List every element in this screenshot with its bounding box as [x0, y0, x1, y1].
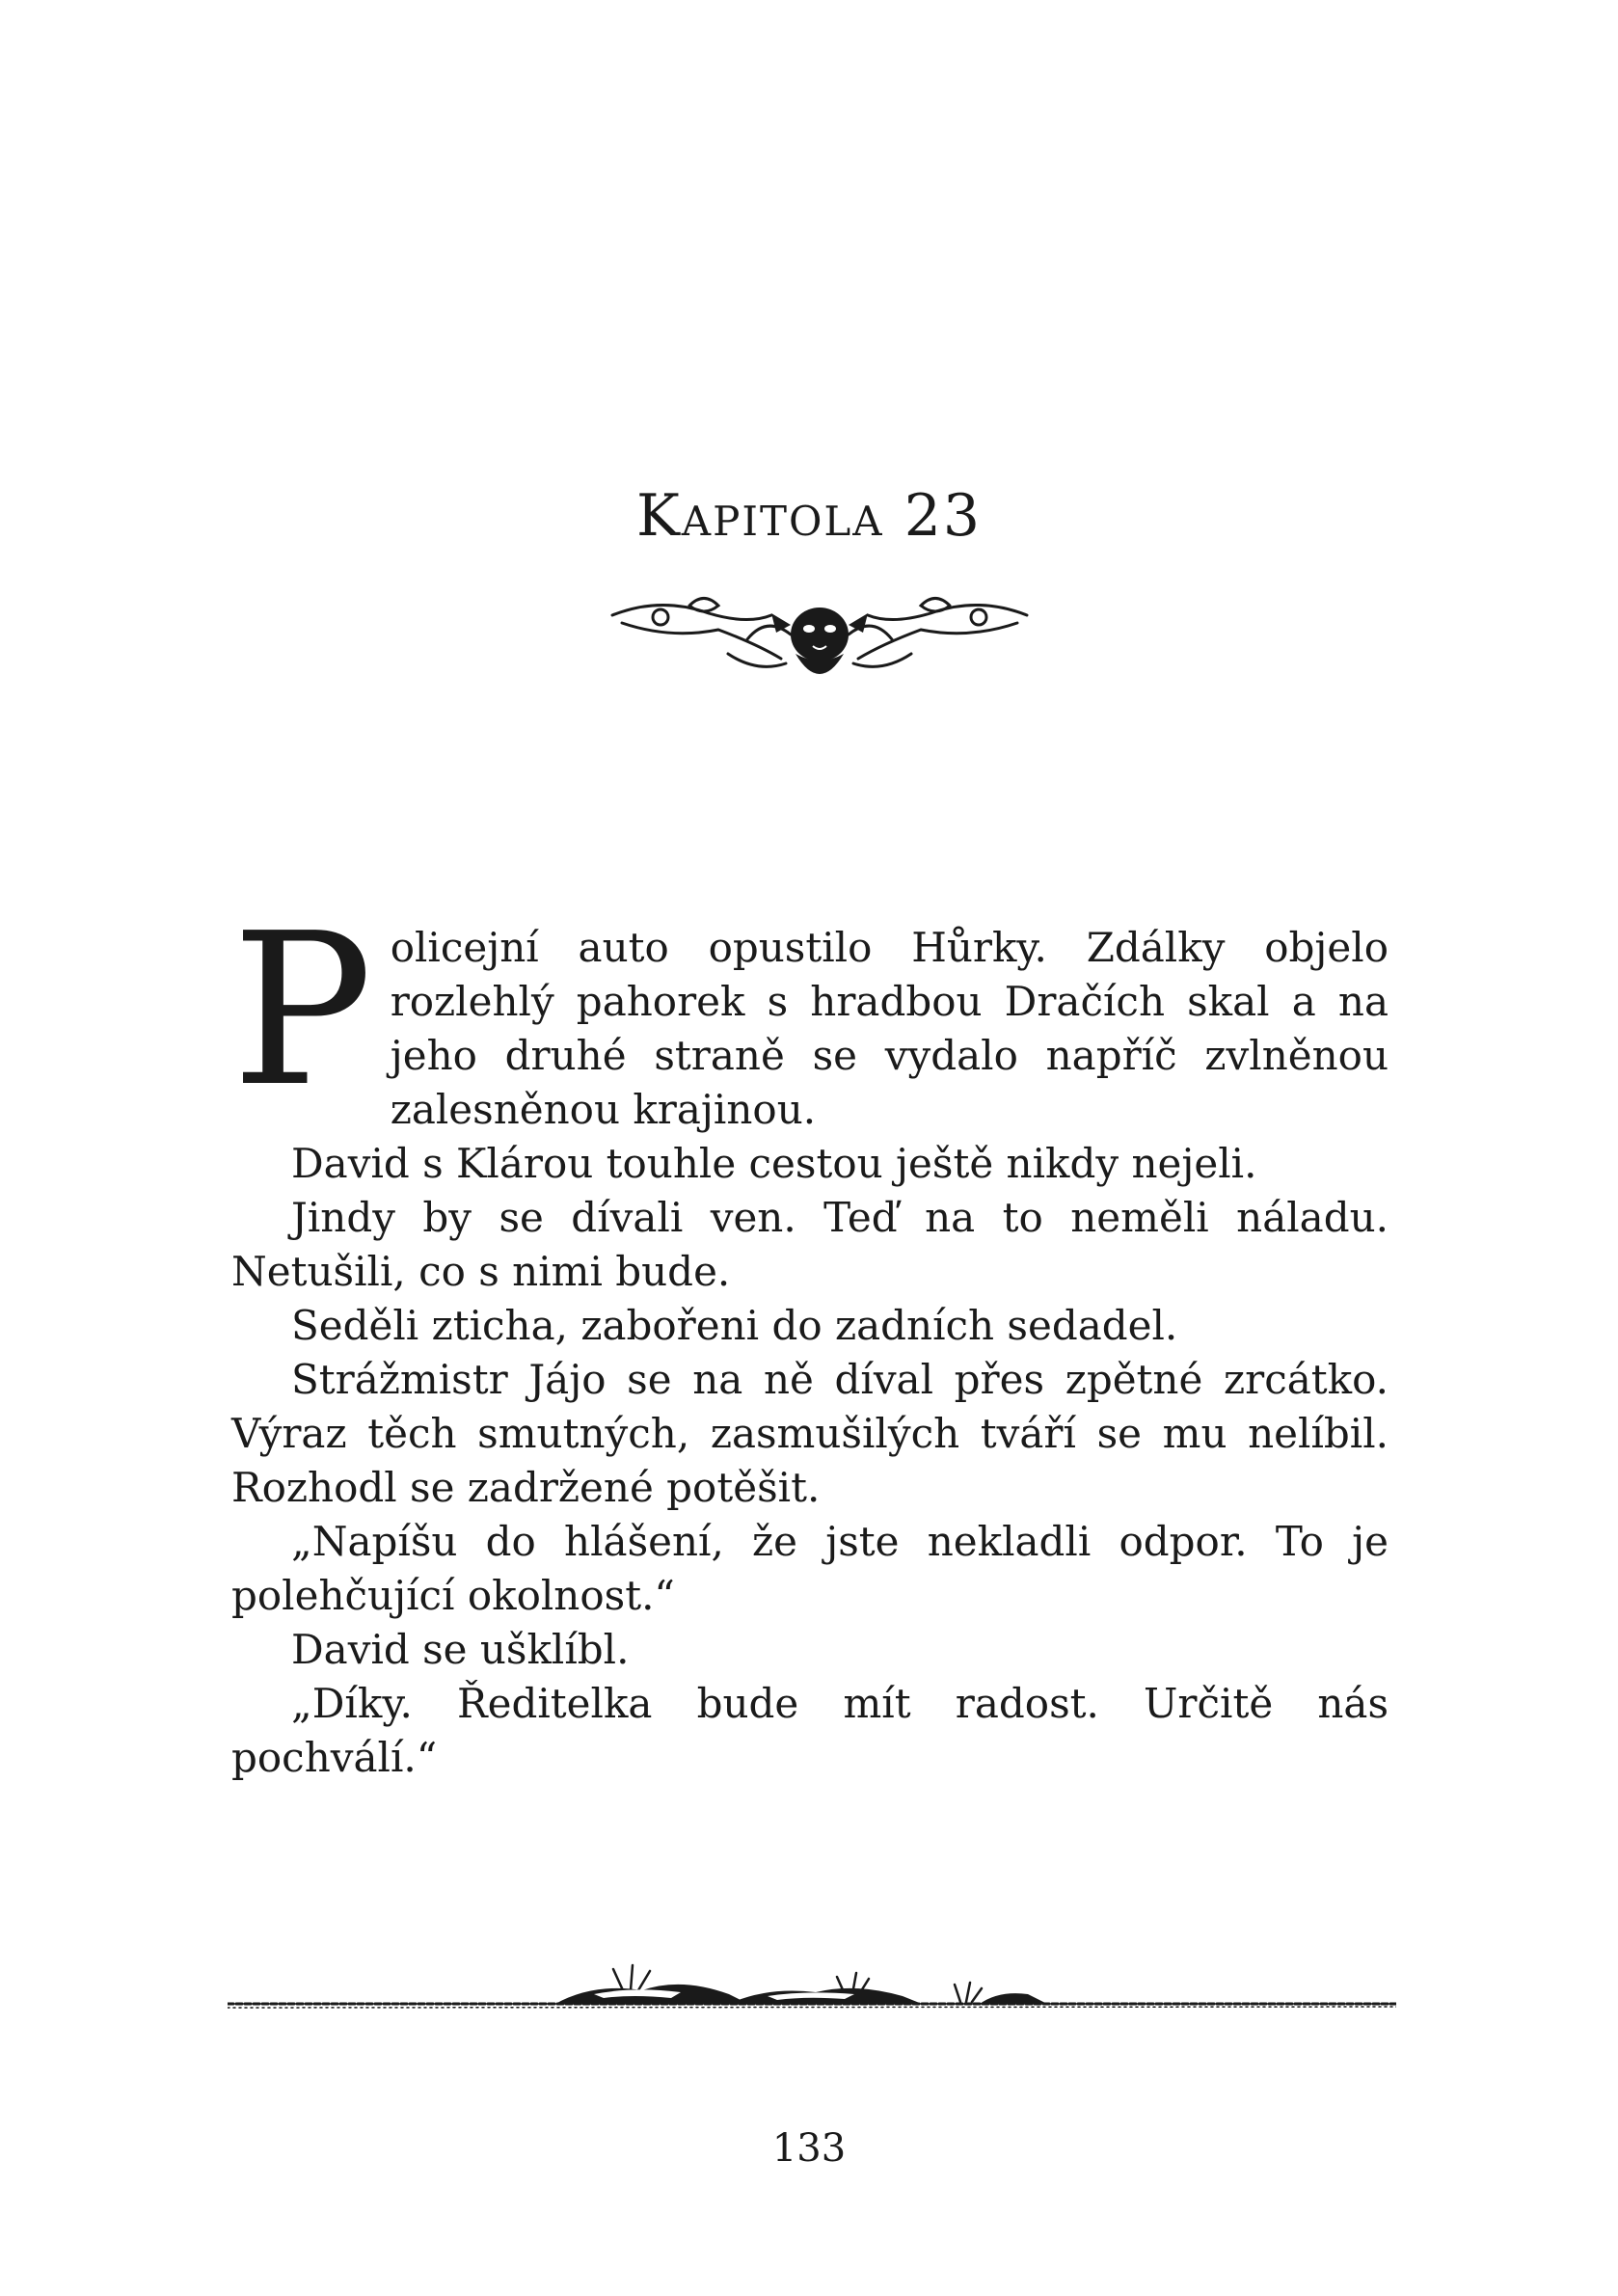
paragraph: David s Klárou touhle cestou ještě nikdy nejeli. [291, 1140, 1257, 1187]
paragraph: David se ušklíbl. [291, 1626, 630, 1673]
drop-cap: P [231, 889, 373, 1133]
chapter-text [231, 889, 1389, 1785]
paragraph: Jindy by se dívali ven. Teď na to neměli náladu. Netušili, co s nimi bude. [231, 1194, 1389, 1295]
paragraph-text: olicejní auto opustilo Hůrky. Zdálky objelo rozlehlý pahorek s hradbou Dračích skal a na jeho druhé straně se vydalo napříč zvlněnou zalesněnou krajinou. [390, 924, 1389, 1133]
paragraph: „Díky. Ředitelka bude mít radost. Určitě nás pochválí.“ [231, 1680, 1389, 1781]
landscape-divider [228, 1948, 1396, 2025]
page-number: 133 [771, 2126, 847, 2171]
paragraph: Strážmistr Jájo se na ně díval přes zpětné zrcátko. Výraz těch smutných, zasmušilých tváří se mu nelíbil. Rozhodl se zadržené potěšit. [231, 1356, 1389, 1511]
chapter-ornament [603, 586, 1037, 694]
paragraph: „Napíšu do hlášení, že jste nekladli odpor. To je polehčující okolnost.“ [231, 1518, 1389, 1619]
paragraph: Seděli zticha, zabořeni do zadních sedadel. [291, 1302, 1178, 1349]
chapter-title: Kapitola 23 [635, 482, 983, 550]
paragraph [231, 889, 1389, 1137]
